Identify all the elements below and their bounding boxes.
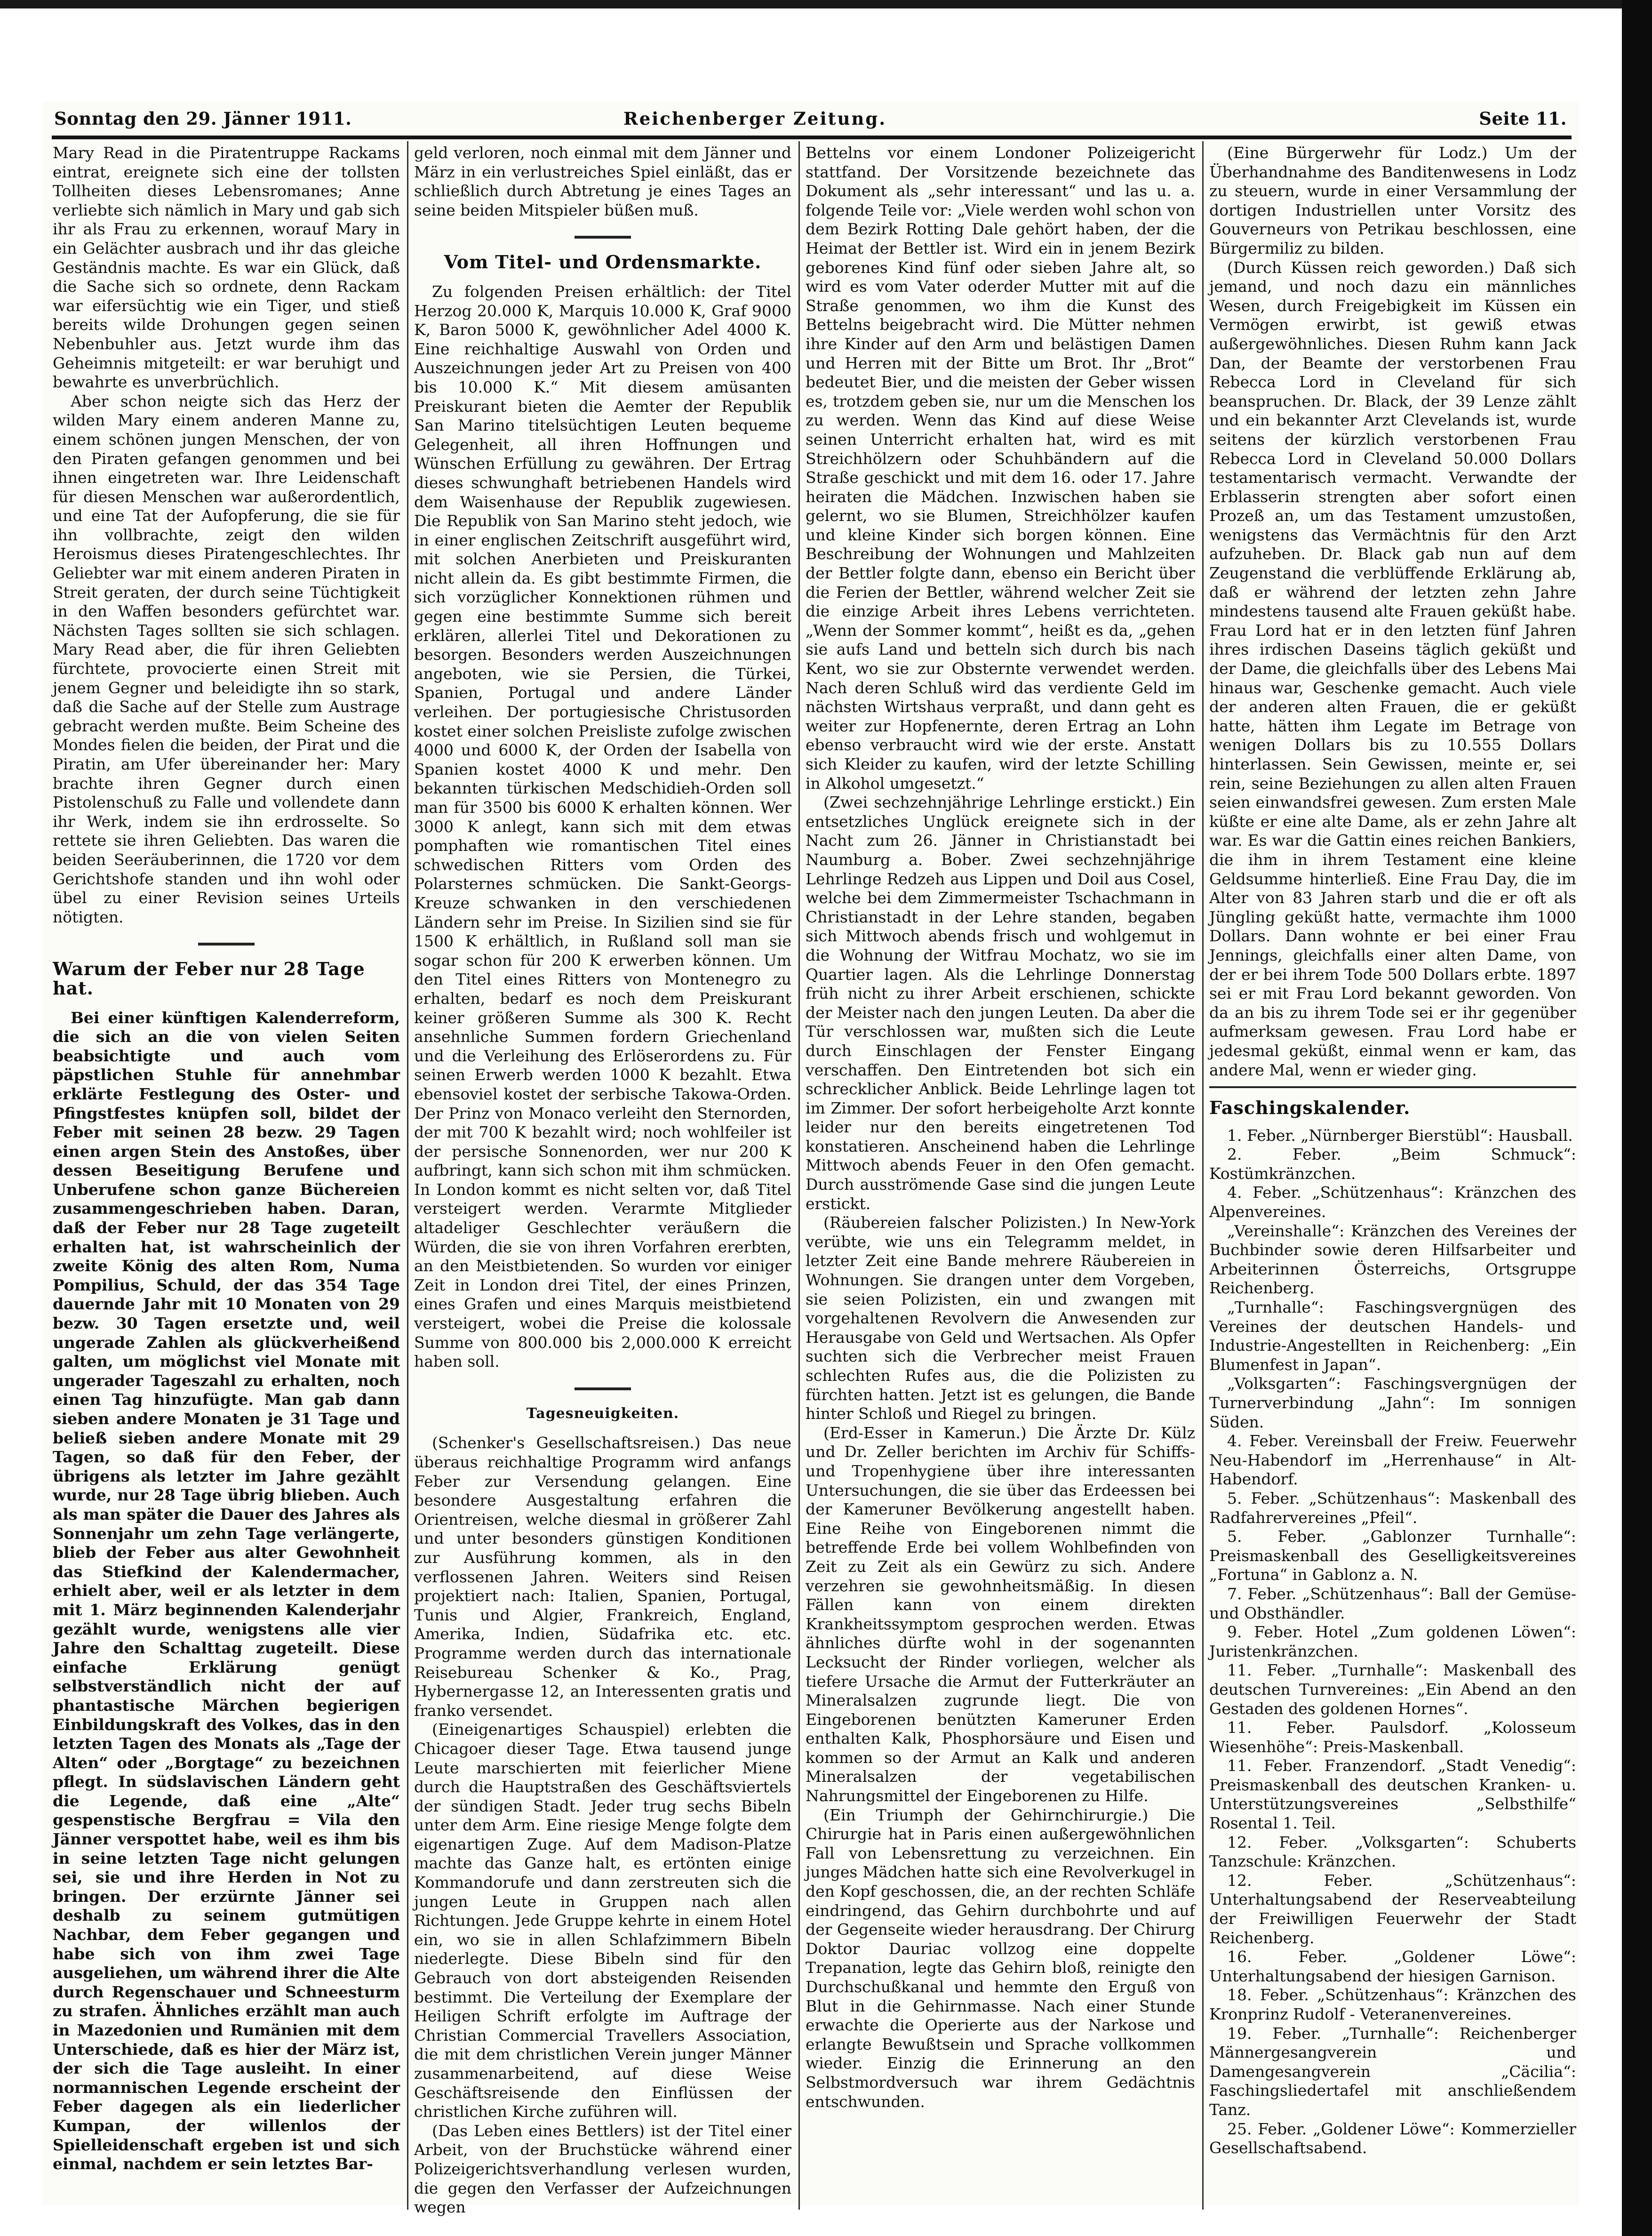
article-text: Bei einer künftigen Kalenderreform, die sich an die von vielen Seiten beabsichtigte und auch vom päpstlichen Stuhle für annehmbar erklärte Festlegung des Oster- und Pfingstfestes knüpfen soll, bildet der Feber mit seinen 28 bezw. 29 Tagen einen argen Stein des Anstoßes, über dessen Beseitigung Berufene und Unberufene schon ganze Büchereien zusammengeschrieben haben. Daran, daß der Feber nur 28 Tage zugeteilt erhalten hat, ist wahrscheinlich der zweite König des alten Rom, Numa Pompilius, Schuld, der das 354 Tage dauernde Jahr mit 10 Monaten von 29 bezw. 30 Tagen ersetzte und, weil ungerade Zahlen als glückverheißend galten, um möglichst viel Monate mit ungerader Tageszahl zu erhalten, noch einen Tag hinzufügte. Man gab dann sieben andere Monaten je 31 Tage und beließ sieben andere Monate mit 29 Tagen, so daß für den Feber, der übrigens als letzter im Jahre gezählt wurde, nur 28 Tage übrig blieben. Auch als man später die Dauer des Jahres als Sonnenjahr um zehn Tage verlängerte, blieb der Feber aus alter Gewohnheit das Stiefkind der Kalendermacher, erhielt aber, weil er als letzter in dem mit 1. März beginnenden Kalenderjahr gezählt wurde, wenigstens alle vier Jahre den Schalttag zugeteilt. Diese einfache Erklärung genügt selbstverständlich nicht der auf phantastische Märchen begierigen Einbildungskraft des Volkes, das in den letzten Tagen des Monats als „Tage der Alten“ oder „Borgtage“ zu bezeichnen pflegt. In südslavischen Ländern geht die Legende, daß eine „Alte“ gespenstische Bergfrau = Vila den Jänner verspottet habe, weil es ihm bis in seine letzten Tage nicht gelungen sei, sie und ihre Herden in Not zu bringen. Der erzürnte Jänner sei deshalb zu seinem gutmütigen Nachbar, dem Feber gegangen und habe sich von ihm zwei Tage ausgeliehen, um während ihrer die Alte durch Regenschauer und Schneesturm zu strafen. Ähnliches erzählt man auch in Mazedonien und Rumänien mit dem Unterschiede, daß es hier der März ist, der sich die Tage ausleiht. In einer normannischen Legende erscheint der Feber dagegen als ein liederlicher Kumpan, der willenlos der Spielleidenschaft ergeben ist und sich einmal, nachdem er sein letztes Bar- (53, 1008, 400, 2173)
news-item: Bettelns vor einem Londoner Polizeigericht stattfand. Der Vorsitzende bezeichnete das Dokument als „sehr interessant“ und las u. a. folgende Teile vor: „Viele werden wohl schon von dem Bezirk Rotting Dale gehört haben, der die Heimat der Bettler ist. Wird ein in jenem Bezirk geborenes Kind fünf oder sieben Jahre alt, so wird es vom Vater oderder Mutter mit auf die Straße genommen, wo ihm die Kunst des Bettelns beigebracht wird. Die Mütter nehmen ihre Kinder auf den Arm und belästigen Damen und Herren mit der Bitte um Brot. Ihr „Brot“ bedeutet Bier, und die meisten der Geber wissen es, trotzdem geben sie, nur um die Menschen los zu werden. Wenn das Kind auf diese Weise seinen Unterricht erhalten hat, wird es mit Streichhölzern oder Schuhbändern auf die Straße geschickt und mit dem 16. oder 17. Jahre heiraten die Mädchen. Inzwischen haben sie gelernt, wo sie Blumen, Streichhölzer kaufen und kleine Kinder sich borgen können. Eine Beschreibung der Wohnungen und Mahlzeiten der Bettler folgte dann, ebenso ein Bericht über die Ferien der Bettler, während welcher Zeit sie die einzige Arbeit ihres Lebens verrichteten. „Wenn der Sommer kommt“, heißt es da, „gehen sie aufs Land und betteln sich durch bis nach Kent, wo sie zur Obsternte verwendet werden. Nach deren Schluß wird das verdiente Geld im nächsten Wirtshaus verpraßt, und dann geht es weiter zur Hopfenernte, deren Ertrag an Lohn ebenso verbraucht wird wie der erste. Anstatt sich Kleider zu kaufen, wird der letzte Schilling in Alkohol umgesetzt.“ (806, 144, 1195, 793)
event-list-item: 4. Feber. „Schützenhaus“: Kränzchen des Alpenvereines. (1209, 1183, 1576, 1221)
news-item: (Ein Triumph der Gehirnchirurgie.) Die Chirurgie hat in Paris einen außergewöhnlichen Fall von Lebensrettung zu verzeichnen. Ein junges Mädchen hatte sich eine Revolverkugel in den Kopf geschossen, die, an der rechten Schläfe eindringend, das Gehirn durchbohrte und auf der Gegenseite wieder herausdrang. Der Chirurg Doktor Dauriac vollzog eine doppelte Trepanation, legte das Gehirn bloß, reinigte den Durchschußkanal und hemmte den Erguß von Blut in die Gehirnmasse. Nach einer Stunde erwachte die Operierte aus der Narkose und erlangte Bewußtsein und Sprache vollkommen wieder. Einzig die Erinnerung an den Selbstmordversuch war ihrem Gedächtnis entschwunden. (806, 1805, 1195, 2111)
article-text: geld verloren, noch einmal mit dem Jänner und März in ein verlustreiches Spiel einläßt, das er schließlich durch Abtretung je eines Tages an seine beiden Mitspieler büßen muß. (414, 144, 791, 219)
section-separator (575, 236, 631, 239)
news-item: (Schenker's Gesellschaftsreisen.) Das neue überaus reichhaltige Programm wird anfangs Feber zur Versendung gelangen. Eine besondere Ausgestaltung erfahren die Orientreisen, welche diesmal in größerer Zahl und unter besonders günstigen Konditionen zur Ausführung kommen, als in den verflossenen Jahren. Weiters sind Reisen projektiert nach: Italien, Spanien, Portugal, Tunis und Algier, Frankreich, England, Amerika, Indien, Südafrika etc. etc. Programme werden durch das internationale Reisebureau Schenker & Ko., Prag, Hybernergasse 12, an Interessenten gratis und franko versendet. (414, 1434, 791, 1720)
event-list-item: 7. Feber. „Schützenhaus“: Ball der Gemüse- und Obsthändler. (1209, 1584, 1576, 1622)
column-divider-3 (1202, 141, 1204, 2210)
news-item: (Räubereien falscher Polizisten.) In New-York verübte, wie uns ein Telegramm meldet, in letzter Zeit eine Bande mehrere Räubereien in Wohnungen. Sie drangen unter dem Vorgeben, sie seien Polizisten, ein und zwangen mit vorgehaltenen Revolvern die Anwesenden zur Herausgabe von Geld und Wertsachen. Als Opfer suchten sich die Verbrecher meist Frauen schlechten Rufes aus, die die Polizisten zu fürchten hatten. Jetzt ist es gelungen, die Bande hinter Schloß und Riegel zu bringen. (806, 1213, 1195, 1423)
article-text: Mary Read in die Piratentruppe Rackams eintrat, ereignete sich eine der tollsten Tollheiten dieses Lebensromanes; Anne verliebte sich nämlich in Mary und gab sich ihr als Frau zu erkennen, worauf Mary in ein Gelächter ausbrach und ihr das gleiche Geständnis machte. Es war ein Glück, daß die Sache sich so ordnete, denn Rackam war eifersüchtig wie ein Tiger, und stieß bereits wilde Drohungen gegen seinen Nebenbuhler aus. Jetzt wurde ihm das Geheimnis mitgeteilt: er war beruhigt und bewahrte es unverbrüchlich. (53, 144, 400, 392)
event-list-item: 9. Feber. Hotel „Zum goldenen Löwen“: Juristenkränzchen. (1209, 1623, 1576, 1660)
column-divider-2 (798, 141, 800, 2210)
event-list-item: 4. Feber. Vereinsball der Freiw. Feuerwehr Neu-Habendorf im „Herrenhause“ in Alt-Habendorf. (1209, 1432, 1576, 1489)
scan-right-edge (1622, 0, 1652, 2236)
event-list-item: „Turnhalle“: Faschingsvergnügen des Vereines der deutschen Handels- und Industrie-Angestellten in Reichenberg: „Ein Blumenfest in Japan“. (1209, 1298, 1576, 1374)
newspaper-title: Reichenberger Zeitung. (623, 108, 887, 129)
column-1 (53, 144, 400, 2174)
event-list-item: 2. Feber. „Beim Schmuck“: Kostümkränzchen. (1209, 1145, 1576, 1183)
section-heading: Warum der Feber nur 28 Tage hat. (53, 958, 365, 999)
event-list (1209, 1126, 1576, 2158)
event-list-item: 11. Feber. Franzendorf. „Stadt Venedig“: Preismaskenball des deutschen Kranken- u. Unterstützungsvereines „Selbsthilfe“ Rosental 1. Teil. (1209, 1756, 1576, 1833)
section-heading: Vom Titel- und Ordensmarkte. (444, 251, 762, 273)
event-list-item: „Volksgarten“: Faschingsvergnügen der Turnerverbindung „Jahn“: Im sonnigen Süden. (1209, 1374, 1576, 1431)
event-list-item: 1. Feber. „Nürnberger Bierstübl“: Hausball. (1227, 1126, 1573, 1145)
column-2 (414, 144, 791, 2217)
event-list-item: „Vereinshalle“: Kränzchen des Vereines der Buchbinder sowie deren Hilfsarbeiter und Arbeiterinnen Österreichs, Ortsgruppe Reichenberg. (1209, 1221, 1576, 1298)
section-rule (1209, 1086, 1576, 1088)
event-list-item: 18. Feber. „Schützenhaus“: Kränzchen des Kronprinz Rudolf - Veteranenvereines. (1209, 1986, 1576, 2023)
event-list-item: 19. Feber. „Turnhalle“: Reichenberger Männergesangverein und Damengesangverein „Cäcilia“: Faschingsliedertafel mit anschließendem Tanz. (1209, 2024, 1576, 2119)
scan-top-edge (0, 0, 1652, 8)
event-list-item: 5. Feber. „Schützenhaus“: Maskenball des Radfahrervereines „Pfeil“. (1209, 1489, 1576, 1527)
event-list-item: 5. Feber. „Gablonzer Turnhalle“: Preismaskenball des Geselligkeitsvereines „Fortuna“ in Gablonz a. N. (1209, 1527, 1576, 1584)
column-4 (1209, 144, 1576, 2158)
section-heading: Tagesneuigkeiten. (526, 1405, 679, 1422)
news-item: (Zwei sechzehnjährige Lehrlinge erstickt.) Ein entsetzliches Unglück ereignete sich in der Nacht zum 26. Jänner in Christianstadt bei Naumburg a. Bober. Zwei sechzehnjährige Lehrlinge Redzeh aus Lippen und Doil aus Cosel, welche bei dem Zimmermeister Tschachmann in Christianstadt in der Lehre standen, begaben sich Mittwoch abends frisch und wohlgemut in die Wohnung der Witfrau Mochatz, wo sie im Quartier lagen. Als die Lehrlinge Donnerstag früh nicht zu ihrer Arbeit erschienen, schickte der Meister nach den jungen Leuten. Da aber die Tür verschlossen war, mußten sich die Leute durch Einschlagen der Fenster Eingang verschaffen. Den Eintretenden bot sich ein schrecklicher Anblick. Beide Lehrlinge lagen tot im Zimmer. Der sofort herbeigeholte Arzt konnte leider nur den bereits eingetretenen Tod konstatieren. Anscheinend haben die Lehrlinge Mittwoch abends Feuer in den Ofen gemacht. Durch ausströmende Gase sind die jungen Leute erstickt. (806, 793, 1195, 1213)
article-text: Zu folgenden Preisen erhältlich: der Titel Herzog 20.000 K, Marquis 10.000 K, Graf 9000 K, Baron 5000 K, gewöhnlicher Adel 4000 K. Eine reichhaltige Auswahl von Orden und Auszeichnungen jeder Art zu Preisen von 400 bis 10.000 K.“ Mit diesem amüsanten Preiskurant bieten die Aemter der Republik San Marino titelsüchtigen Leuten bequeme Gelegenheit, all ihren Hoffnungen und Wünschen Erfüllung zu gewähren. Der Ertrag dieses schwunghaft betriebenen Handels wird dem Waisenhause der Republik zugewiesen. Die Republik von San Marino steht jedoch, wie in einer englischen Zeitschrift ausgeführt wird, mit solchen Anerbieten und Preiskuranten nicht allein da. Es gibt bestimmte Firmen, die sich vorzüglicher Konnektionen rühmen und gegen eine bestimmte Summe sich bereit erklären, allerlei Titel und Dekorationen zu besorgen. Besonders werden Auszeichnungen angeboten, wie sie Persien, die Türkei, Spanien, Portugal und andere Länder verleihen. Der portugiesische Christusorden kostet einer solchen Preisliste zufolge zwischen 4000 und 6000 K, der Orden der Isabella von Spanien kostet 4000 K und mehr. Den bekannten türkischen Medschidieh-Orden soll man für 3500 bis 6000 K erhalten können. Wer 3000 K anlegt, kann sich mit dem etwas pomphaften wie romantischen Titel eines schwedischen Ritters vom Orden des Polarsternes schmücken. Die Sankt-Georgs-Kreuze schwanken in den verschiedenen Ländern sehr im Preise. In Sizilien sind sie für 1500 K erhältlich, in Rußland soll man sie sogar schon für 200 K erwerben können. Um den Titel eines Ritters von Montenegro zu erhalten, bedarf es noch dem Preiskurant keiner größeren Summe als 300 K. Recht ansehnliche Summen fordern Griechenland und die Verleihung des Erlöserordens zu. Für seinen Erwerb werden 1000 K bezahlt. Etwa ebensoviel kostet der serbische Takowa-Orden. Der Prinz von Monaco verleiht den Sternorden, der mit 700 K bezahlt wird; noch wohlfeiler ist der persische Sonnenorden, wer nur 200 K aufbringt, kann sich schon mit ihm schmücken. In London kommt es nicht selten vor, daß Titel versteigert werden. Verarmte Mitglieder altadeliger Geschlechter veräußern die Würden, die sie von ihren Vorfahren ererbten, an den Meistbietenden. So wurden vor einiger Zeit in London drei Titel, der eines Prinzen, eines Grafen und eines Marquis meistbietend versteigert, wobei die Preise die kolossale Summe von 800.000 bis 2,000.000 K erreicht haben soll. (414, 282, 791, 1371)
page-number: Seite 11. (1479, 108, 1567, 129)
event-list-item: 16. Feber. „Goldener Löwe“: Unterhaltungsabend der hiesigen Garnison. (1209, 1947, 1576, 1985)
article-text: Aber schon neigte sich das Herz der wilden Mary einem anderen Manne zu, einem schönen jungen Menschen, der von den Piraten gefangen genommen und bei ihnen eingetreten war. Ihre Leidenschaft für diesen Menschen war außerordentlich, und eine Tat der Aufopferung, die sie für ihn vollbrachte, zeigt den wilden Heroismus dieses Piratengeschlechtes. Ihr Geliebter war mit einem anderen Piraten in Streit geraten, der durch seine Tüchtigkeit in den Waffen besonders gefürchtet war. Nächsten Tages sollten sie sich schlagen. Mary Read aber, die für ihren Geliebten fürchtete, provocierte einen Streit mit jenem Gegner und beleidigte ihn so stark, daß die Sache auf der Stelle zum Austrage gebracht werden mußte. Beim Scheine des Mondes fielen die beiden, der Pirat und die Piratin, am Ufer übereinander her: Mary brachte ihren Gegner durch einen Pistolenschuß zu Falle und vollendete dann ihr Werk, indem sie ihn erdrosselte. So rettete sie ihren Geliebten. Das waren die beiden Seeräuberinnen, die 1720 vor dem Gerichtshofe standen und ihn wohl oder übel zu einer Revision seines Urteils nötigten. (53, 392, 400, 926)
news-item: (Das Leben eines Bettlers) ist der Titel einer Arbeit, von der Bruchstücke während einer Polizeigerichtsverhandlung verlesen wurden, die gegen den Verfasser der Aufzeichnungen wegen (414, 2121, 791, 2217)
news-item: (Erd-Esser in Kamerun.) Die Ärzte Dr. Külz und Dr. Zeller berichten im Archiv für Schiffs- und Tropenhygiene über ihre interessanten Untersuchungen, die sie über das Erdeessen bei der Kameruner Bevölkerung angestellt haben. Eine Reihe von Eingeborenen nimmt die betreffende Erde bei vollem Wohlbefinden von Zeit zu Zeit als ein Gewürz zu sich. Andere verzehren sie gewohnheitsmäßig. In diesen Fällen kann von einem direkten Krankheitssymptom gesprochen werden. Etwas ähnliches dürfte wohl in der sogenannten Lecksucht der Rinder vorliegen, welcher als tiefere Ursache die Armut der Futterkräuter an Mineralsalzen zugrunde liegt. Die von Eingeborenen benützten Kameruner Erden enthalten Kalk, Phosphorsäure und Eisen und kommen so der Armut an Kalk und anderen Mineralsalzen der vegetabilischen Nahrungsmittel der Eingeborenen zu Hilfe. (806, 1423, 1195, 1805)
section-separator (575, 1387, 631, 1390)
event-list-item: 12. Feber. „Schützenhaus“: Unterhaltungsabend der Reserveabteilung der Freiwilligen Feuerwehr der Stadt Reichenberg. (1209, 1871, 1576, 1947)
event-list-item: 11. Feber. „Turnhalle“: Maskenball des deutschen Turnvereines: „Ein Abend an den Gestaden des goldenen Hornes“. (1209, 1661, 1576, 1718)
news-item: (Eine Bürgerwehr für Lodz.) Um der Überhandnahme des Banditenwesens in Lodz zu steuern, wurde in einer Versammlung der dortigen Industriellen unter Vorsitz des Gouverneurs von Petrikau beschlossen, eine Bürgermiliz zu bilden. (1209, 144, 1576, 257)
event-list-item: 11. Feber. Paulsdorf. „Kolosseum Wiesenhöhe“: Preis-Maskenball. (1209, 1718, 1576, 1756)
section-separator (198, 943, 255, 946)
section-heading: Faschingskalender. (1209, 1097, 1411, 1119)
news-item: (Eineigenartiges Schauspiel) erlebten die Chicagoer dieser Tage. Etwa tausend junge Leute marschierten mit feierlicher Miene durch die Hauptstraßen des Geschäftsviertels der sündigen Stadt. Jeder trug sechs Bibeln unter dem Arm. Eine riesige Menge folgte dem eigenartigen Zuge. Auf dem Madison-Platze machte das Ganze halt, es ertönten einige Kommandorufe und dann zerstreuten sich die jungen Leute in Gruppen nach allen Richtungen. Jede Gruppe kehrte in einem Hotel ein, wo sie in allen Schlafzimmern Bibeln niederlegte. Diese Bibeln sind für den Gebrauch von dort absteigenden Reisenden bestimmt. Die Verteilung der Exemplare der Heiligen Schrift erfolgte im Auftrage der Christian Commercial Travellers Association, die mit dem christlichen Verein junger Männer zusammenarbeitend, auf diese Weise Geschäftsreisende den Einflüssen der christlichen Kirche zuführen will. (414, 1720, 791, 2121)
column-divider-1 (407, 141, 408, 2210)
news-item: (Durch Küssen reich geworden.) Daß sich jemand, und noch dazu ein männliches Wesen, durch Freigebigkeit im Küssen ein Vermögen erwirbt, ist gewiß etwas außergewöhnliches. Diesen Ruhm kann Jack Dan, der Beamte der verstorbenen Frau Rebecca Lord in Cleveland für sich beanspruchen. Dr. Black, der 39 Lenze zählt und ein bekannter Arzt Clevelands ist, wurde seitens der kürzlich verstorbenen Frau Rebecca Lord in Cleveland 50.000 Dollars testamentarisch vermacht. Verwandte der Erblasserin strengten aber sofort einen Prozeß an, um das Testament umzustoßen, wenigstens das Vermächtnis für den Arzt aufzuheben. Dr. Black gab nun auf dem Zeugenstand die verblüffende Erklärung ab, daß er während der letzten zehn Jahre mindestens tausend alte Frauen geküßt habe. Frau Lord hat er in den letzten fünf Jahren ihres irdischen Daseins täglich geküßt und der Dame, die gleichfalls über des Lebens Mai hinaus war, Geschenke gemacht. Auch viele der anderen alten Frauen, die er geküßt hatte, hätten ihm Legate im Betrage von wenigen Dollars bis zu 10.555 Dollars hinterlassen. Sein Gewissen, meinte er, sei rein, seine Beziehungen zu allen alten Frauen seien einwandsfrei gewesen. Zum ersten Male küßte er eine alte Dame, als er zehn Jahre alt war. Es war die Gattin eines reichen Bankiers, die ihm in ihrem Testament eine kleine Geldsumme hinterließ. Eine Frau Day, die im Alter von 83 Jahren starb und die er oft als Jüngling geküßt hatte, vermachte ihm 1000 Dollars. Dann wohnte er bei einer Frau Jennings, gleichfalls einer alten Dame, von der er bei ihrem Tode 500 Dollars erbte. 1897 sei er mit Frau Lord bekannt geworden. Von da an bis zu ihrem Tode sei er ihr gegenüber aufmerksam gewesen. Frau Lord habe er jedesmal geküßt, einmal wenn er kam, das andere Mal, wenn er wieder ging. (1209, 258, 1576, 1079)
column-3 (806, 144, 1195, 2111)
header-rule (52, 136, 1572, 139)
event-list-item: 25. Feber. „Goldener Löwe“: Kommerzieller Gesellschaftsabend. (1209, 2119, 1576, 2157)
page-header (54, 104, 1567, 137)
event-list-item: 12. Feber. „Volksgarten“: Schuberts Tanzschule: Kränzchen. (1209, 1833, 1576, 1871)
header-date: Sonntag den 29. Jänner 1911. (54, 108, 352, 129)
